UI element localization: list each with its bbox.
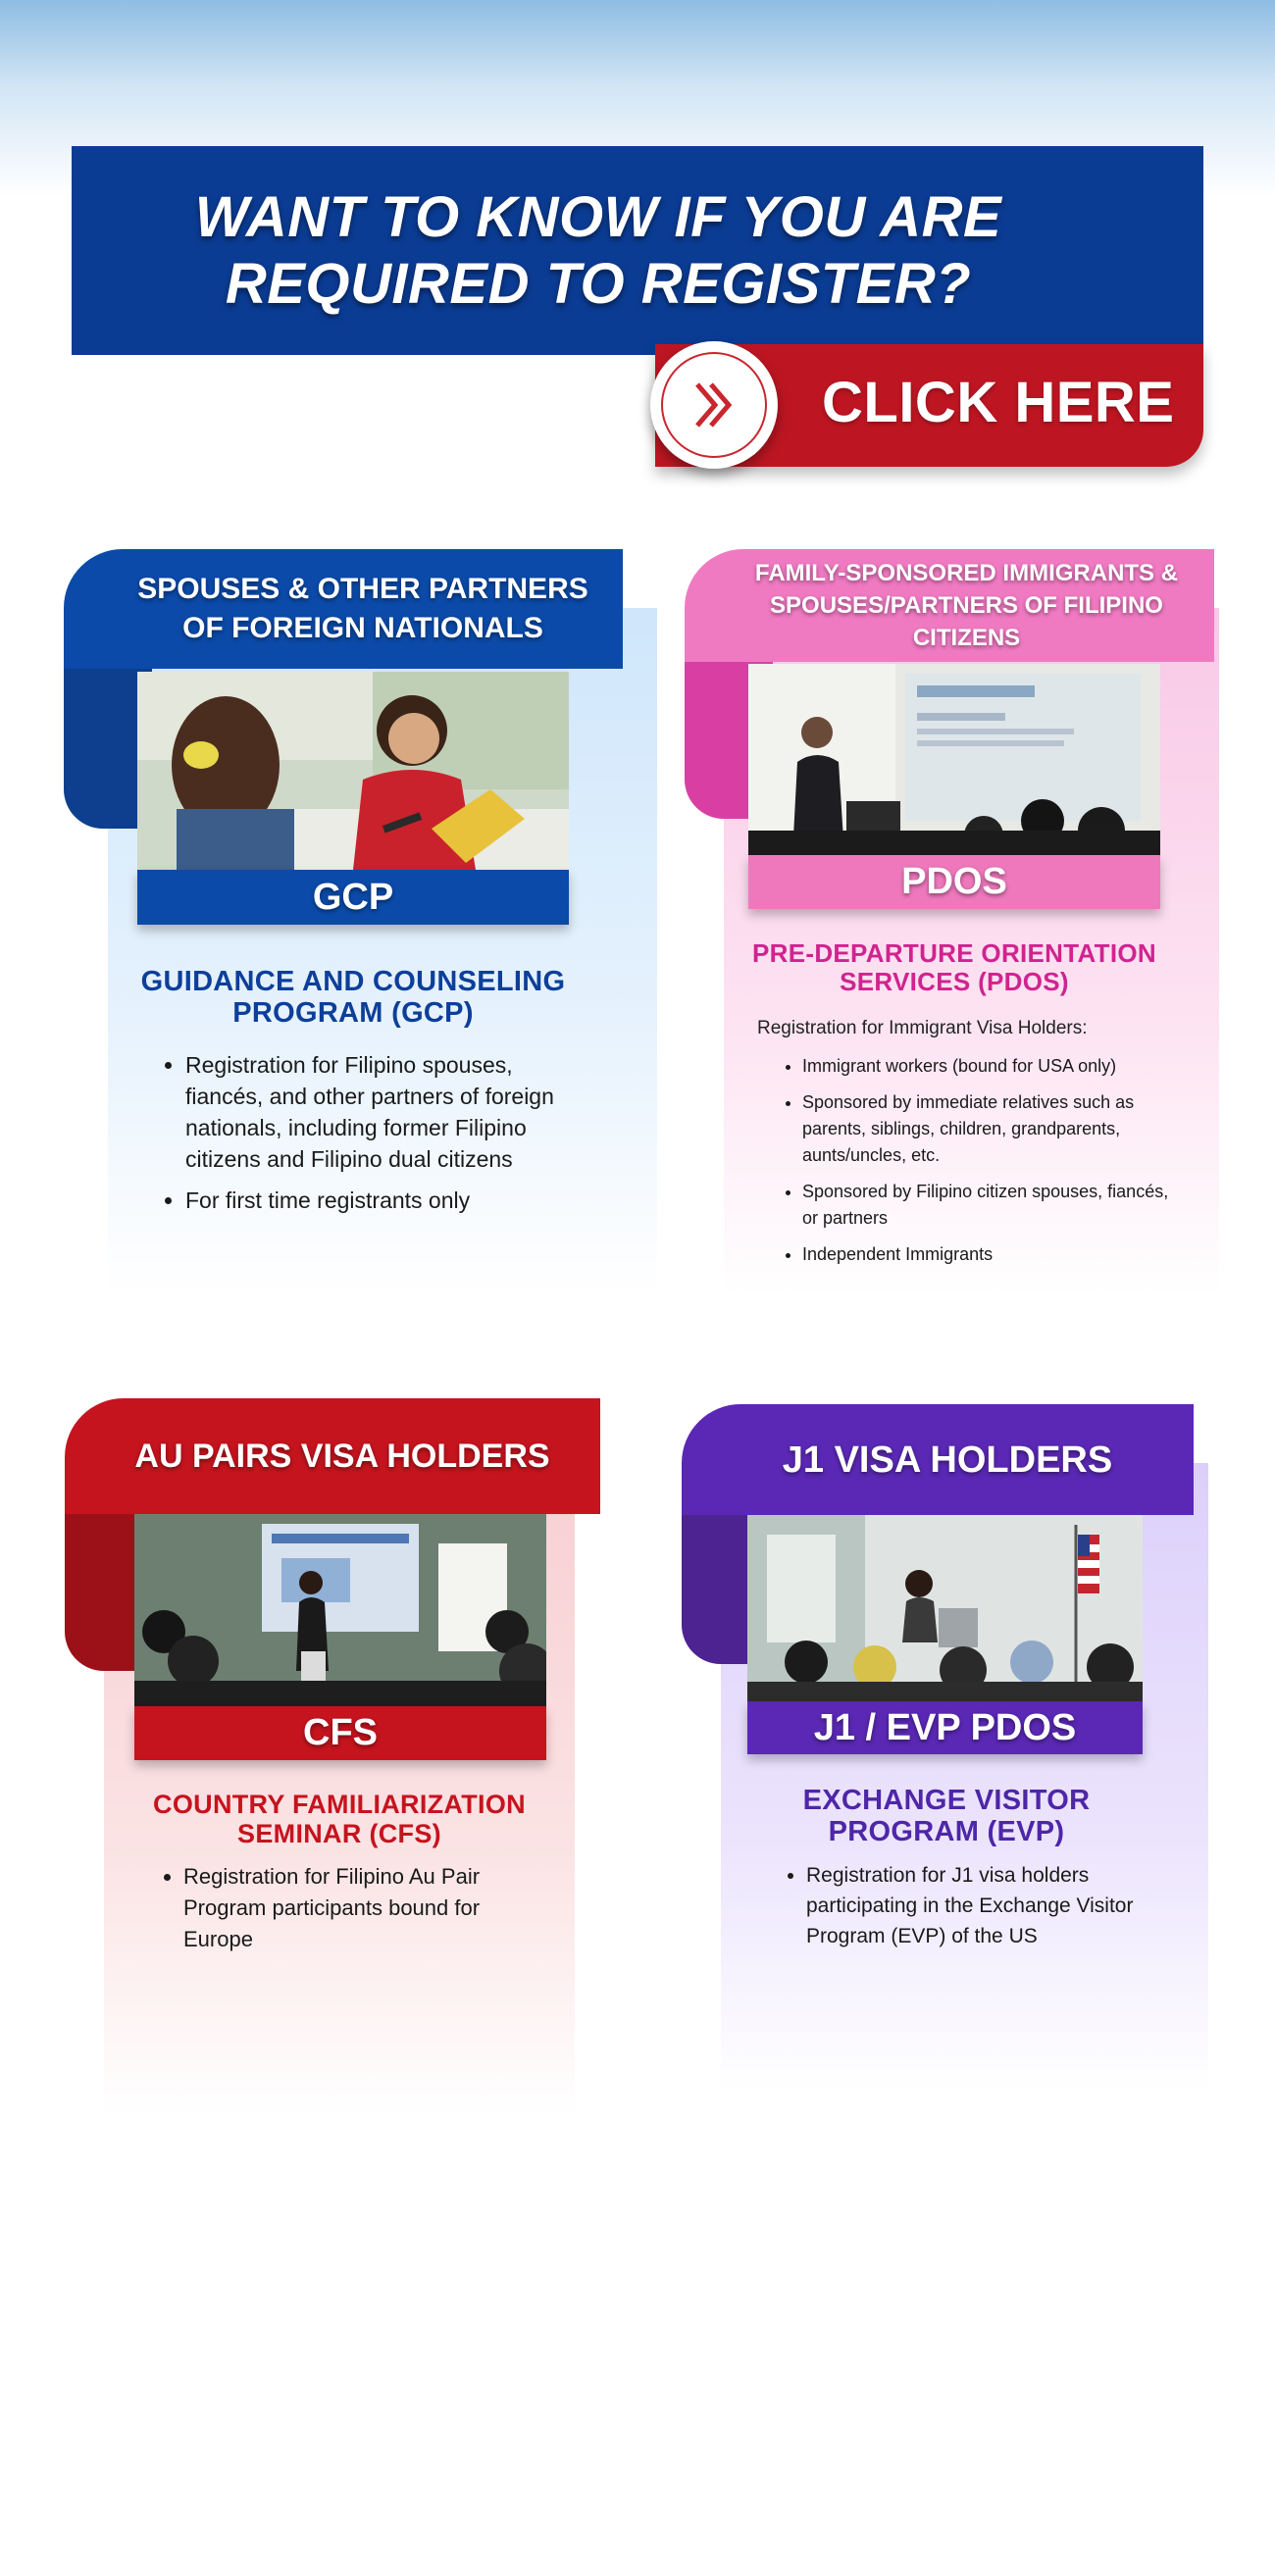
cfs-seminar-photo: [134, 1514, 546, 1706]
requirements-list: [781, 1053, 1185, 1278]
program-code-bar: PDOS: [748, 855, 1160, 909]
registration-intro: Registration for Immigrant Visa Holders:: [757, 1018, 1088, 1038]
click-here-button[interactable]: [655, 344, 1203, 467]
click-here-label[interactable]: CLICK HERE: [822, 371, 1175, 434]
ribbon-line2: OF FOREIGN NATIONALS: [182, 612, 543, 644]
gcp-counseling-photo: [137, 672, 569, 870]
list-item: • Registration for Filipino spouses, fiancés, and other partners of foreign nationals, including former Filipino citizens and Filipino dual citizens: [185, 1049, 558, 1175]
ribbon-line1: SPOUSES & OTHER PARTNERS: [137, 573, 588, 605]
ribbon-line1: FAMILY-SPONSORED IMMIGRANTS &: [754, 560, 1179, 586]
list-item: • Registration for Filipino Au Pair Program participants bound for Europe: [183, 1861, 536, 1955]
requirements-list: [162, 1861, 536, 1965]
hero-title-line2: REQUIRED TO REGISTER?: [225, 251, 972, 316]
double-chevron-right-icon: [688, 379, 740, 431]
list-item: • Registration for J1 visa holders participating in the Exchange Visitor Program (EVP) of the US: [806, 1860, 1179, 1951]
ribbon-line1: AU PAIRS VISA HOLDERS: [134, 1438, 550, 1475]
program-title: GUIDANCE AND COUNSELING PROGRAM (GCP): [140, 966, 566, 1029]
program-title: EXCHANGE VISITOR PROGRAM (EVP): [802, 1785, 1091, 1847]
list-item: • Sponsored by immediate relatives such as parents, siblings, children, grandparents, aunts/uncles, etc.: [802, 1089, 1185, 1169]
hero-banner: [72, 146, 1203, 355]
j1-seminar-photo: [747, 1515, 1143, 1701]
ribbon-heading: [64, 549, 623, 669]
list-item: • For first time registrants only: [185, 1185, 558, 1216]
ribbon-heading: [65, 1398, 600, 1514]
program-title: COUNTRY FAMILIARIZATION SEMINAR (CFS): [153, 1790, 526, 1848]
program-code-bar: J1 / EVP PDOS: [747, 1701, 1143, 1754]
hero-title: [195, 184, 1080, 318]
ribbon-heading: [682, 1404, 1194, 1515]
list-item: • Independent Immigrants: [802, 1241, 1185, 1268]
program-code-bar: GCP: [137, 870, 569, 925]
ribbon-line2: SPOUSES/PARTNERS OF FILIPINO CITIZENS: [770, 592, 1163, 651]
program-title: PRE-DEPARTURE ORIENTATION SERVICES (PDOS): [752, 938, 1156, 996]
cta-icon-circle[interactable]: [650, 341, 778, 469]
hero-title-line1: WANT TO KNOW IF YOU ARE: [194, 184, 1002, 249]
program-code-bar: CFS: [134, 1706, 546, 1760]
ribbon-heading: [685, 549, 1214, 662]
requirements-list: [164, 1049, 558, 1226]
list-item: • Immigrant workers (bound for USA only): [802, 1053, 1185, 1080]
requirements-list: [785, 1860, 1179, 1961]
pdos-seminar-photo: [748, 664, 1160, 855]
ribbon-line1: J1 VISA HOLDERS: [782, 1439, 1113, 1481]
list-item: • Sponsored by Filipino citizen spouses, fiancés, or partners: [802, 1179, 1185, 1232]
